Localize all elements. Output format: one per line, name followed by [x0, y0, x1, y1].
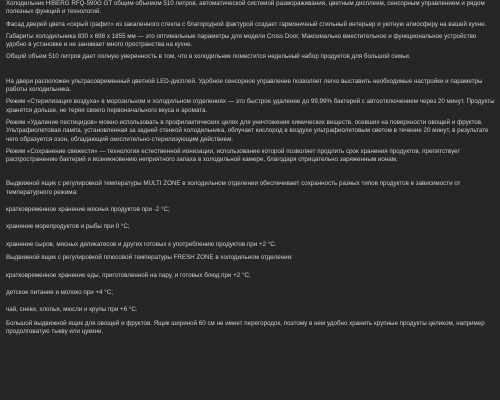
sterilization-paragraph: Режим «Стерилизация воздуха» в морозильном и холодильном отделениях — это быстрое удаление до 99,99% бактерий с автоотключением через 20 минут. Продукты хранятся дольше, не теряя своего первоначального вкуса и аромата.: [6, 98, 495, 114]
freshzone-item-2: детское питание и молоко при +4 °С;: [6, 289, 114, 297]
freshzone-item-3: чай, снеки, хлопья, мюсли и крупы при +6 °С.: [6, 306, 138, 314]
multizone-paragraph: Выдвижной ящик с регулировкой температуры MULTI ZONE в холодильном отделении обеспечивает сохранность разных типов продуктов в зависимости от температурного режима:: [6, 180, 461, 196]
vegetable-drawer-paragraph: Большой выдвижной ящик для овощей и фруктов. Ящик шириной 60 см не имеет перегородок, поэтому в нем удобно хранить крупные продукты целиком, например продолговатую тыкву или цукини.: [6, 320, 485, 336]
pesticide-paragraph: Режим «Удаление пестицидов» можно использовать в профилактических целях для уничтожения химических веществ, осевших на поверхности овощей и фруктов. Ультрафиолетовая лампа, установленная за задней стенкой холодильника, облучает кислород в воздухе ультрафиолетовым светом в течение 20 минут, в результате чего образуется озон, обладающий окислительно-стерилизующим действием.: [6, 118, 489, 143]
freshzone-paragraph: Выдвижной ящик с регулировкой плюсовой температуры FRESH ZONE в холодильном отделении:: [6, 254, 293, 262]
intro-paragraph-1: Холодильник HIBERG RFQ-590G GT общим объемом 510 литров, автоматической системой размораживания, цветным дисплеем, сенсорным управлением и рядом полезных функций и технологий.: [6, 0, 485, 16]
zones-section: [6, 180, 496, 336]
intro-paragraph-4: Общий объем 510 литров дает полную уверенность в том, что в холодильник поместится недельный набор продуктов для большой семьи.: [6, 53, 411, 61]
display-section: [6, 78, 496, 165]
freshness-paragraph: Режим «Сохранение свежести» — технология естественной ионизации, использование которой позволяет продлить срок хранения продуктов, препятствует распространению бактерий и возникновению неприятного запаха в холодильной камере, благодаря отрицательно заряженным ионам.: [6, 147, 461, 164]
multizone-item-3: хранение сыров, мясных деликатесов и других готовых к употреблению продуктов при +2 °С.: [6, 240, 277, 248]
freshzone-item-1: кратковременное хранение еды, приготовленной на пару, и готовых блюд при +2 °С;: [6, 271, 251, 279]
intro-paragraph-2: Фасад дверей цвета «серый графит» из закаленного стекла с благородной фактурой создает гармоничный стильный интерьер и уютную атмосферу на вашей кухне.: [6, 20, 487, 28]
multizone-item-1: кратковременное хранение мясных продуктов при -2 °С;: [6, 206, 170, 214]
intro-paragraph-3: Габариты холодильника 830 х 698 х 1855 мм — это оптимальные параметры для модели Cross Door. Максимально вместительное и функциональное устройство удобно в установке и не занимает много пространства на кухне.: [6, 32, 477, 49]
intro-section: [6, 0, 496, 62]
display-paragraph-1: На двери расположен ультрасовременный цветной LED-дисплей. Удобное сенсорное управление позволяет легко выставить необходимые настройки и параметры работы холодильника.: [6, 77, 483, 94]
multizone-item-2: хранение морепродуктов и рыбы при 0 °С;: [6, 223, 130, 231]
